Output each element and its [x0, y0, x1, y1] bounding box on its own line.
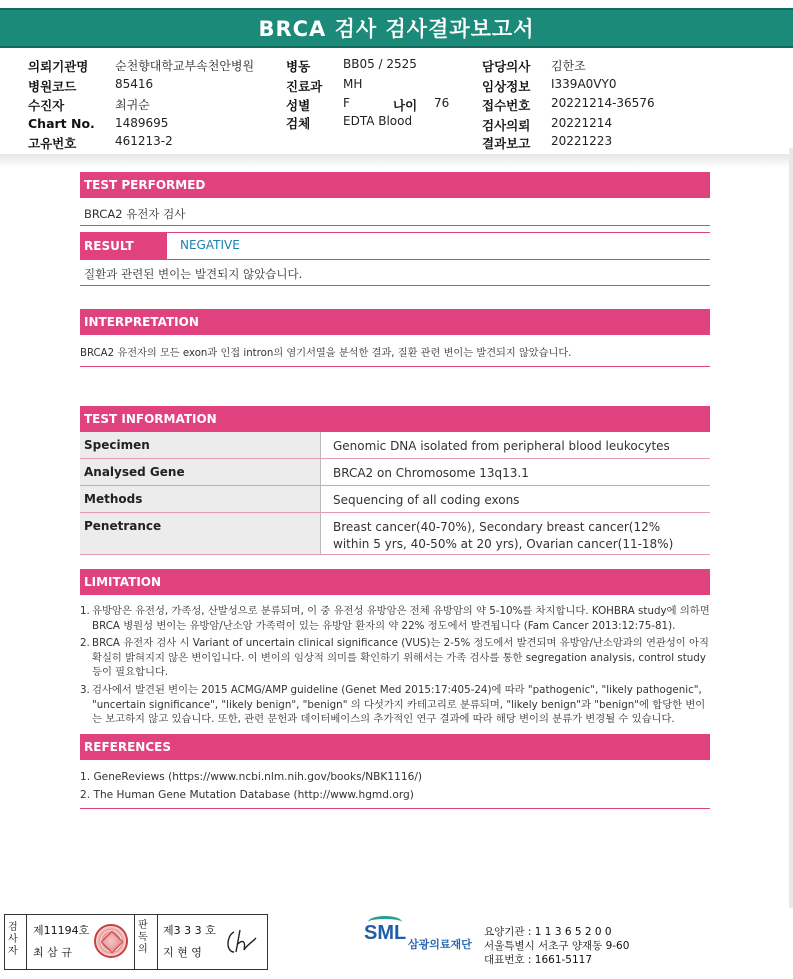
reference-item: 2. The Human Gene Mutation Database (http://www.hgmd.org): [80, 789, 414, 801]
org-line: 서울특별시 서초구 양재동 9-60: [484, 940, 630, 952]
examiner-license: 제11194호: [33, 924, 90, 937]
list-item: [80, 683, 710, 727]
list-item-number: 1.: [80, 605, 90, 617]
interpretation-heading-text: INTERPRETATION: [84, 315, 199, 329]
test-information-heading: [80, 406, 710, 432]
box-divider: [157, 914, 158, 970]
box-divider: [134, 914, 135, 970]
header-divider: [0, 154, 793, 168]
reference-item: 1. GeneReviews (https://www.ncbi.nlm.nih.gov/books/NBK1116/): [80, 771, 423, 783]
table-row: [80, 513, 710, 555]
divider: [80, 259, 710, 260]
test-performed-text: BRCA2 유전자 검사: [84, 207, 186, 221]
reviewer-signature-icon: [222, 926, 262, 958]
org-name: 삼광의료재단: [408, 938, 472, 951]
receipt-no-value: 20221214-36576: [551, 96, 655, 110]
list-item-text: 유방암은 유전성, 가족성, 산발성으로 분류되며, 이 중 유전성 유방암은 전체 유방암의 약 5-10%를 차지합니다. KOHBRA study에 의하면 BRCA 병원성 변이는 유방암/난소암 가족력이 있는 유방암 환자의 약 22% 정도에서 발견됩니다 (Fam Cancer 2013:12:75-81).: [92, 605, 710, 632]
list-item-number: 2.: [80, 637, 90, 650]
department-label: 진료과: [286, 79, 323, 94]
test-performed-heading-text: TEST PERFORMED: [84, 178, 206, 192]
request-date-value: 20221214: [551, 116, 613, 130]
specimen-value: Genomic DNA isolated from peripheral blood leukocytes: [333, 439, 670, 453]
ward-label: 병동: [286, 59, 311, 74]
request-date-label: 검사의뢰: [482, 118, 531, 133]
patient-label: 수진자: [28, 98, 65, 113]
test-performed-heading: [80, 172, 710, 198]
department-value: MH: [343, 77, 363, 91]
table-row: [80, 486, 710, 513]
specimen-key: Specimen: [80, 432, 320, 458]
sex-value: F: [343, 96, 350, 110]
chart-no-label: Chart No.: [28, 116, 95, 131]
reviewer-license: 제3 3 3 호: [163, 924, 216, 937]
reviewer-label: 판독의: [138, 920, 148, 955]
ward-value: BB05 / 2525: [343, 57, 417, 71]
examiner-name: 최 삼 규: [33, 946, 72, 959]
report-title-bar: [0, 8, 793, 48]
patient-value: 최귀순: [115, 98, 150, 112]
reviewer-name: 지 현 영: [163, 946, 202, 959]
clinical-info-label: 임상정보: [482, 79, 531, 94]
doctor-value: 김한조: [551, 59, 586, 73]
age-label: 나이: [393, 98, 418, 113]
divider: [80, 285, 710, 286]
methods-key: Methods: [80, 486, 320, 512]
limitation-list: [80, 604, 710, 730]
divider: [80, 225, 710, 226]
table-row: [80, 459, 710, 486]
hospital-code-value: 85416: [115, 77, 154, 91]
result-text: 질환과 관련된 변이는 발견되지 않았습니다.: [84, 267, 303, 281]
analysed-gene-key: Analysed Gene: [80, 459, 320, 485]
result-label-text: RESULT: [84, 239, 134, 253]
sex-label: 성별: [286, 98, 311, 113]
interpretation-text: BRCA2 유전자의 모든 exon과 인접 intron의 염기서열을 분석한 결과, 질환 관련 변이는 발견되지 않았습니다.: [80, 348, 572, 359]
test-information-table: [80, 432, 710, 555]
result-label: [80, 233, 167, 259]
references-heading-text: REFERENCES: [84, 740, 171, 754]
hospital-value: 순천향대학교부속천안병원: [115, 59, 255, 73]
list-item-number: 3.: [80, 684, 90, 697]
references-heading: [80, 734, 710, 760]
report-title: BRCA 검사 검사결과보고서: [258, 17, 535, 41]
list-item: [80, 604, 710, 633]
report-date-label: 결과보고: [482, 136, 531, 151]
chart-no-value: 1489695: [115, 116, 169, 130]
examiner-seal-icon: [94, 924, 128, 958]
org-line: 대표번호 : 1661-5117: [484, 954, 593, 966]
age-value: 76: [434, 96, 450, 110]
doctor-label: 담당의사: [482, 59, 531, 74]
penetrance-value: Breast cancer(40-70%), Secondary breast cancer(12% within 5 yrs, 40-50% at 20 yrs), Ovarian cancer(11-18%): [333, 520, 674, 551]
box-divider: [26, 914, 27, 970]
interpretation-heading: [80, 309, 710, 335]
limitation-heading-text: LIMITATION: [84, 575, 162, 589]
specimen-label: 검체: [286, 116, 311, 131]
examiner-label: 검사자: [8, 922, 18, 957]
table-row: [80, 432, 710, 459]
page-edge-shadow: [789, 148, 793, 908]
sml-logo: SML: [364, 922, 407, 944]
receipt-no-label: 접수번호: [482, 98, 531, 113]
hospital-label: 의뢰기관명: [28, 59, 89, 74]
limitation-heading: [80, 569, 710, 595]
list-item-text: BRCA 유전자 검사 시 Variant of uncertain clinical significance (VUS)는 2-5% 정도에서 발견되며 유방암/난소암과의 연관성이 아직 확실히 밝혀지지 않은 변이입니다. 이 변이의 임상적 의미를 확인하기 위해서는 가족 검사를 통한 segregation analysis, control study 등이 필요합니다.: [92, 637, 709, 679]
unique-id-label: 고유번호: [28, 136, 77, 151]
list-item-text: 검사에서 발견된 변이는 2015 ACMG/AMP guideline (Genet Med 2015:17:405-24)에 따라 "pathogenic", "likely pathogenic", "uncertain significance", "likely benign", "benign" 의 다섯가지 카테고리로 분류되며, "likely benign"과 "benign"에 합당한 변이는 보고하지 않고 있습니다. 또한, 관련 문헌과 데이터베이스의 추가적인 연구 결과에 따라 해당 변이의 분류가 변경될 수 있습니다.: [92, 684, 706, 726]
divider: [80, 232, 710, 233]
org-line: 요양기관 : 1 1 3 6 5 2 0 0: [484, 926, 612, 938]
test-information-heading-text: TEST INFORMATION: [84, 412, 217, 426]
report-date-value: 20221223: [551, 134, 613, 148]
methods-value: Sequencing of all coding exons: [333, 493, 520, 507]
specimen-value: EDTA Blood: [343, 114, 413, 128]
divider: [80, 808, 710, 809]
analysed-gene-value: BRCA2 on Chromosome 13q13.1: [333, 466, 529, 480]
divider: [80, 366, 710, 367]
penetrance-key: Penetrance: [80, 513, 320, 554]
unique-id-value: 461213-2: [115, 134, 173, 148]
clinical-info-value: I339A0VY0: [551, 77, 617, 91]
result-value: NEGATIVE: [180, 238, 240, 252]
hospital-code-label: 병원코드: [28, 79, 77, 94]
list-item: [80, 636, 710, 680]
